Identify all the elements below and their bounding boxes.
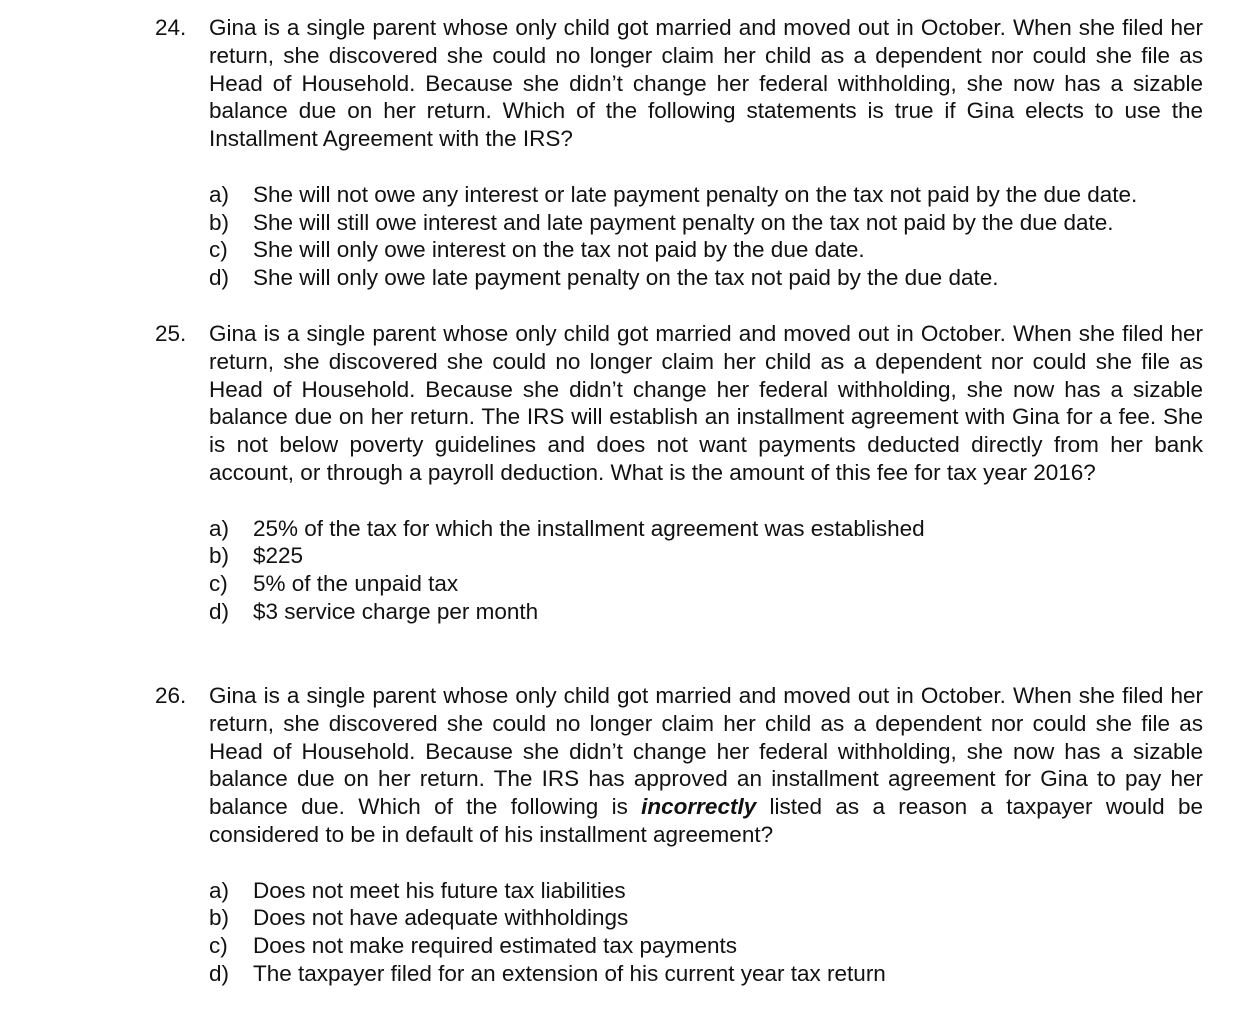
answer-option-d (209, 264, 1203, 292)
option-text: Does not meet his future tax liabilities (253, 877, 626, 903)
option-letter: d) (209, 598, 230, 624)
answer-option-b (209, 209, 1203, 237)
question-26 (155, 682, 1203, 1010)
answer-option-d (209, 960, 1203, 988)
question-number: 26. (155, 683, 187, 708)
option-letter: a) (209, 181, 230, 207)
option-letter: b) (209, 209, 230, 235)
option-letter: c) (209, 933, 228, 959)
option-text: $3 service charge per month (253, 598, 539, 624)
question-text-before: Gina is a single parent whose only child got married and moved out in October. When she filed her return, she discovered she could no longer claim her child as a dependent nor could she file as Head of Household. Because she didn’t change her federal withholding, she now has a sizable balance due on her return. The IRS has approved an installment agreement for Gina to pay her balance due. Which of the following is (209, 683, 1203, 820)
question-24 (155, 14, 1203, 314)
question-number: 24. (155, 15, 187, 40)
question-text: Gina is a single parent whose only child got married and moved out in October. When she filed her return, she discovered she could no longer claim her child as a dependent nor could she file as Head of Household. Because she didn’t change her federal withholding, she now has a sizable balance due on her return. The IRS will establish an installment agreement with Gina for a fee. She is not below poverty guidelines and does not want payments deducted directly from her bank account, or through a payroll deduction. What is the amount of this fee for tax year 2016? (209, 321, 1203, 485)
question-text: Gina is a single parent whose only child got married and moved out in October. When she filed her return, she discovered she could no longer claim her child as a dependent nor could she file as Head of Household. Because she didn’t change her federal withholding, she now has a sizable balance due on her return. Which of the following statements is true if Gina elects to use the Installment Agreement with the IRS? (209, 15, 1203, 152)
answer-option-a (209, 515, 1203, 543)
answer-option-c (209, 236, 1203, 264)
option-text: 25% of the tax for which the installment agreement was established (253, 515, 925, 541)
option-letter: a) (209, 877, 230, 903)
answer-option-b (209, 904, 1203, 932)
option-text: The taxpayer filed for an extension of his current year tax return (253, 960, 886, 986)
answer-options (209, 515, 1203, 626)
answer-options (209, 181, 1203, 292)
option-text: She will not owe any interest or late payment penalty on the tax not paid by the due date. (253, 181, 1138, 207)
option-letter: d) (209, 265, 230, 291)
question-number: 25. (155, 321, 187, 346)
option-text: She will still owe interest and late payment penalty on the tax not paid by the due date. (253, 209, 1114, 235)
option-letter: c) (209, 237, 228, 263)
option-text: Does not have adequate withholdings (253, 905, 629, 931)
option-text: She will only owe late payment penalty on the tax not paid by the due date. (253, 265, 999, 291)
answer-option-a (209, 877, 1203, 905)
option-text: Does not make required estimated tax payments (253, 933, 737, 959)
option-letter: c) (209, 571, 228, 597)
option-letter: d) (209, 960, 230, 986)
answer-option-d (209, 598, 1203, 626)
option-letter: a) (209, 515, 230, 541)
answer-options (209, 877, 1203, 988)
answer-option-a (209, 181, 1203, 209)
option-text: She will only owe interest on the tax not paid by the due date. (253, 237, 865, 263)
question-text-after: listed as a reason a taxpayer would be considered to be in default of his installment agreement? (209, 794, 1203, 847)
option-letter: b) (209, 543, 230, 569)
option-letter: b) (209, 905, 230, 931)
question-25 (155, 320, 1203, 648)
question-text-emphasis: incorrectly (641, 794, 757, 820)
answer-option-c (209, 932, 1203, 960)
answer-option-c (209, 570, 1203, 598)
answer-option-b (209, 542, 1203, 570)
option-text: $225 (253, 543, 304, 569)
option-text: 5% of the unpaid tax (253, 571, 459, 597)
question-text (209, 682, 1203, 849)
